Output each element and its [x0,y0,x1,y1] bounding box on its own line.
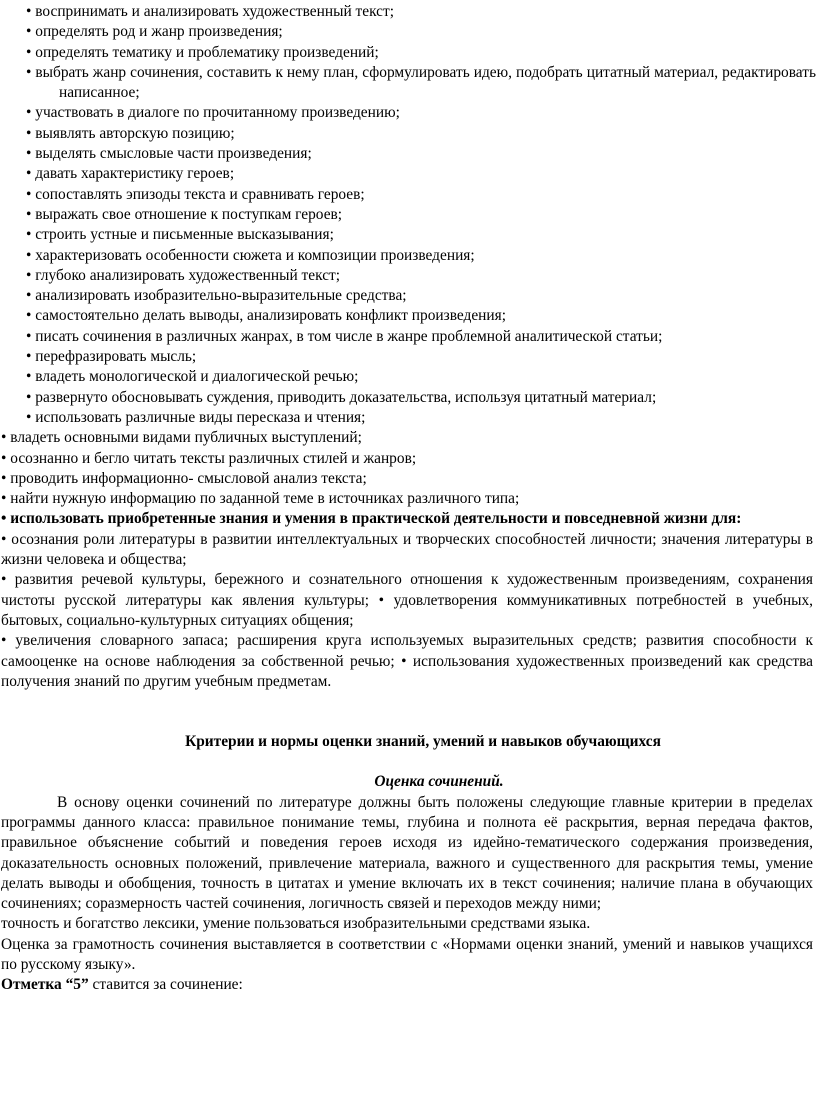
practice-item: • развития речевой культуры, бережного и сознательного отношения к художественным произведениям, сохранения чистоты русской литературы как явления культуры; • удовлетворения коммуникативных потребностей в учебных, бытовых, социально-культурных ситуациях общения; [1,571,813,629]
skill-item: • осознанно и бегло читать тексты различных стилей и жанров; [1,449,813,469]
practice-item: • осознания роли литературы в развитии интеллектуальных и творческих способностей личности; значения литературы в жизни человека и общества; [1,530,813,569]
skill-item: • сопоставлять эпизоды текста и сравнивать героев; [26,185,816,205]
skill-item: • использовать различные виды пересказа и чтения; [26,408,816,428]
essay-evaluation [0,793,813,996]
skill-item: • определять род и жанр произведения; [26,22,816,42]
skill-item: • владеть основными видами публичных выступлений; [1,428,813,448]
grade-label: Отметка “5” [1,976,89,994]
skill-item: • найти нужную информацию по заданной теме в источниках различного типа; [1,489,813,509]
grade-text: ставится за сочинение: [88,976,243,994]
skill-item: • проводить информационно- смысловой анализ текста; [1,469,813,489]
skill-item: • выражать свое отношение к поступкам героев; [26,205,816,225]
practice-item: • увеличения словарного запаса; расширения круга используемых выразительных средств; развития способности к самооценке на основе наблюдения за собственной речью; • использования художественных произведений как средства получения знаний по другим учебным предметам. [1,632,813,690]
skill-item: • характеризовать особенности сюжета и композиции произведения; [26,246,816,266]
skill-item: • глубоко анализировать художественный текст; [26,266,816,286]
skill-item: • участвовать в диалоге по прочитанному произведению; [26,103,816,123]
skill-item: • определять тематику и проблематику произведений; [26,43,816,63]
skill-item: • перефразировать мысль; [26,347,816,367]
grade-line [1,975,813,995]
skills-list-indented [0,2,816,428]
essay-paragraph: В основу оценки сочинений по литературе должны быть положены следующие главные критерии в пределах программы данного класса: правильное понимание темы, глубина и полнота её раскрытия, верная передача фактов, правильное объяснение событий и поведения героев исходя из идейно-тематического содержания произведения, доказательность основных положений, привлечение материала, важного и существенного для раскрытия темы, умение делать выводы и обобщения, точность в цитатах и умение включать их в текст сочинения; наличие плана в обучающих сочинениях; соразмерность частей сочинения, логичность связей и переходов между ними; [1,793,813,913]
criteria-heading: Критерии и нормы оценки знаний, умений и навыков обучающихся [185,733,661,751]
skill-item: • писать сочинения в различных жанрах, в том числе в жанре проблемной аналитической статьи; [26,327,816,347]
essay-paragraph: точность и богатство лексики, умение пользоваться изобразительными средствами языка. [1,915,591,933]
essay-heading: Оценка сочинений. [374,773,504,791]
skill-item: • анализировать изобразительно-выразительные средства; [26,286,816,306]
skills-list-flush [0,428,813,692]
skill-item: • выявлять авторскую позицию; [26,124,816,144]
skill-item: • выбрать жанр сочинения, составить к нему план, сформулировать идею, подобрать цитатный материал, редактировать написанное; [26,63,816,104]
document-page [0,2,816,996]
practice-heading: • использовать приобретенные знания и умения в практической деятельности и повседневной жизни для: [1,509,813,529]
skill-item: • выделять смысловые части произведения; [26,144,816,164]
skill-item: • строить устные и письменные высказывания; [26,225,816,245]
skill-item: • воспринимать и анализировать художественный текст; [26,2,816,22]
skill-item: • самостоятельно делать выводы, анализировать конфликт произведения; [26,306,816,326]
skill-item: • владеть монологической и диалогической речью; [26,367,816,387]
skill-item: • развернуто обосновывать суждения, приводить доказательства, используя цитатный материал; [26,388,816,408]
skill-item: • давать характеристику героев; [26,164,816,184]
essay-paragraph: Оценка за грамотность сочинения выставляется в соответствии с «Нормами оценки знаний, умений и навыков учащихся по русскому языку». [1,935,813,974]
